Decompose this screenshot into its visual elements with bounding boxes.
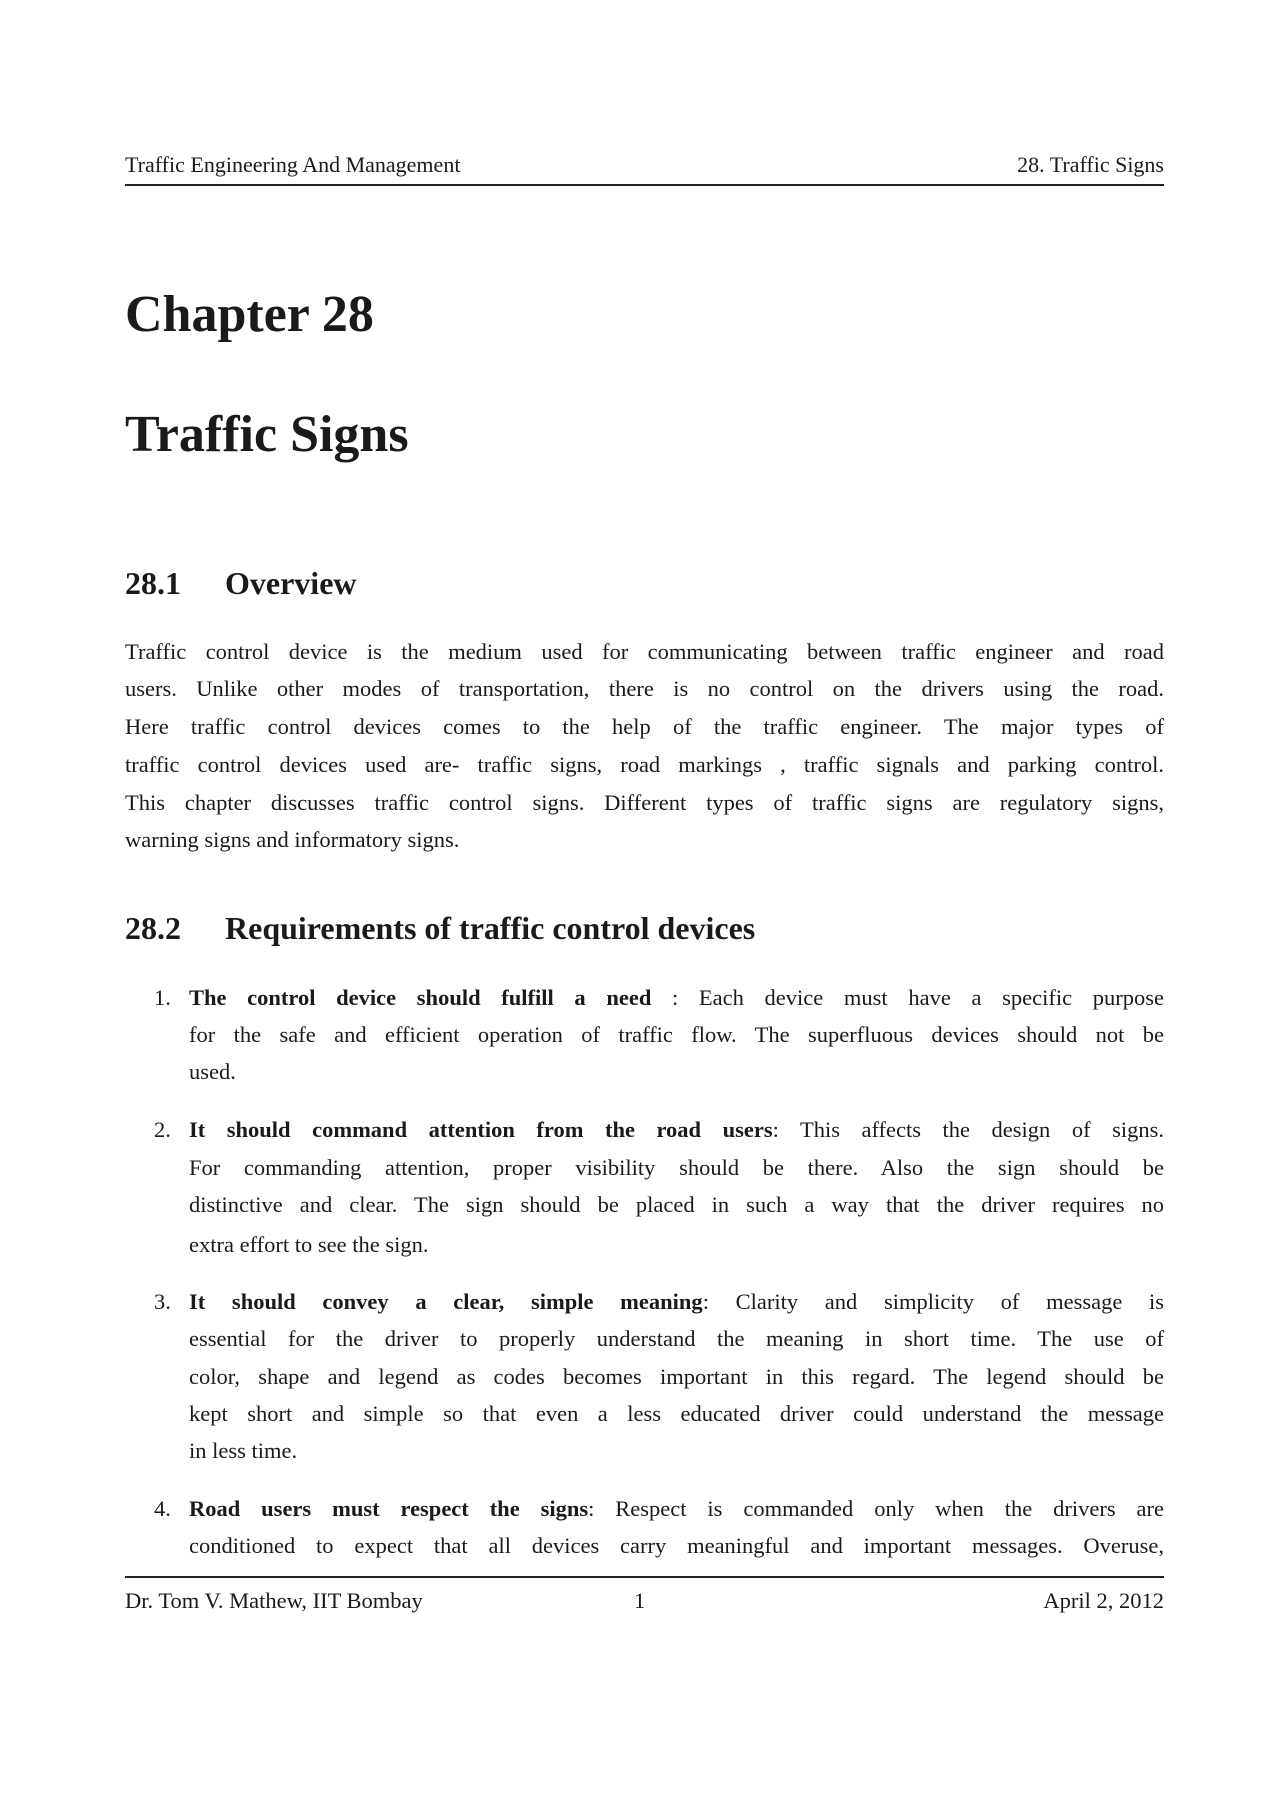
footer-author: Dr. Tom V. Mathew, IIT Bombay (125, 1588, 423, 1613)
section-title: Requirements of traffic control devices (225, 910, 756, 946)
section-title: Overview (225, 565, 357, 601)
chapter-title: Traffic Signs (125, 406, 409, 463)
list-item-number: 2. (154, 1117, 171, 1142)
list-item-lead: The control device should fulfill a need (189, 985, 652, 1010)
section-number: 28.2 (125, 910, 181, 946)
list-item-text: : Respect is commanded only when the drivers are (588, 1496, 1164, 1521)
list-item-text: : Each device must have a specific purpose (651, 985, 1164, 1010)
paragraph-line: users. Unlike other modes of transportation, there is no control on the drivers using the road. (125, 676, 1164, 701)
list-item-number: 1. (154, 985, 171, 1010)
paragraph-line: Here traffic control devices comes to the help of the traffic engineer. The major types of (125, 714, 1164, 739)
paragraph-line: Traffic control device is the medium used for communicating between traffic engineer and road (125, 639, 1164, 664)
section-number: 28.1 (125, 565, 181, 601)
list-item-line: distinctive and clear. The sign should be placed in such a way that the driver requires no (189, 1192, 1164, 1217)
list-item-lead: It should convey a clear, simple meaning (189, 1289, 703, 1314)
paragraph-line: traffic control devices used are- traffic signs, road markings , traffic signals and parking control. (125, 752, 1164, 777)
list-item-number: 3. (154, 1289, 171, 1314)
list-item-line: in less time. (189, 1438, 298, 1463)
list-item-line (189, 1494, 1164, 1524)
list-item-number: 4. (154, 1496, 171, 1521)
page-number: 1 (634, 1588, 646, 1613)
list-item-line (189, 1115, 1164, 1145)
paragraph-line: This chapter discusses traffic control signs. Different types of traffic signs are regulatory signs, (125, 790, 1164, 815)
paragraph-line: warning signs and informatory signs. (125, 827, 460, 852)
list-item-line: For commanding attention, proper visibility should be there. Also the sign should be (189, 1155, 1164, 1180)
list-item-line (189, 1287, 1164, 1317)
list-item-line: kept short and simple so that even a less educated driver could understand the message (189, 1401, 1164, 1426)
header-rule (125, 184, 1164, 186)
list-item-line: used. (189, 1059, 236, 1084)
list-item-text: : This affects the design of signs. (772, 1117, 1164, 1142)
footer-date: April 2, 2012 (1043, 1588, 1164, 1613)
list-item-text: : Clarity and simplicity of message is (702, 1289, 1165, 1314)
list-item-line (189, 983, 1164, 1013)
running-header-left: Traffic Engineering And Management (125, 152, 461, 177)
list-item-line: essential for the driver to properly understand the meaning in short time. The use of (189, 1326, 1164, 1351)
section-heading-requirements (125, 910, 755, 947)
list-item-line: color, shape and legend as codes becomes important in this regard. The legend should be (189, 1364, 1164, 1389)
list-item-line: for the safe and efficient operation of traffic flow. The superfluous devices should not be (189, 1022, 1164, 1047)
section-heading-overview (125, 565, 357, 602)
list-item-lead: It should command attention from the road users (189, 1117, 773, 1142)
list-item-lead: Road users must respect the signs (189, 1496, 589, 1521)
chapter-label: Chapter 28 (125, 286, 374, 343)
list-item-line: conditioned to expect that all devices carry meaningful and important messages. Overuse, (189, 1533, 1164, 1558)
running-header-right: 28. Traffic Signs (1017, 152, 1164, 177)
footer-rule (125, 1576, 1164, 1578)
list-item-line: extra effort to see the sign. (189, 1232, 429, 1257)
